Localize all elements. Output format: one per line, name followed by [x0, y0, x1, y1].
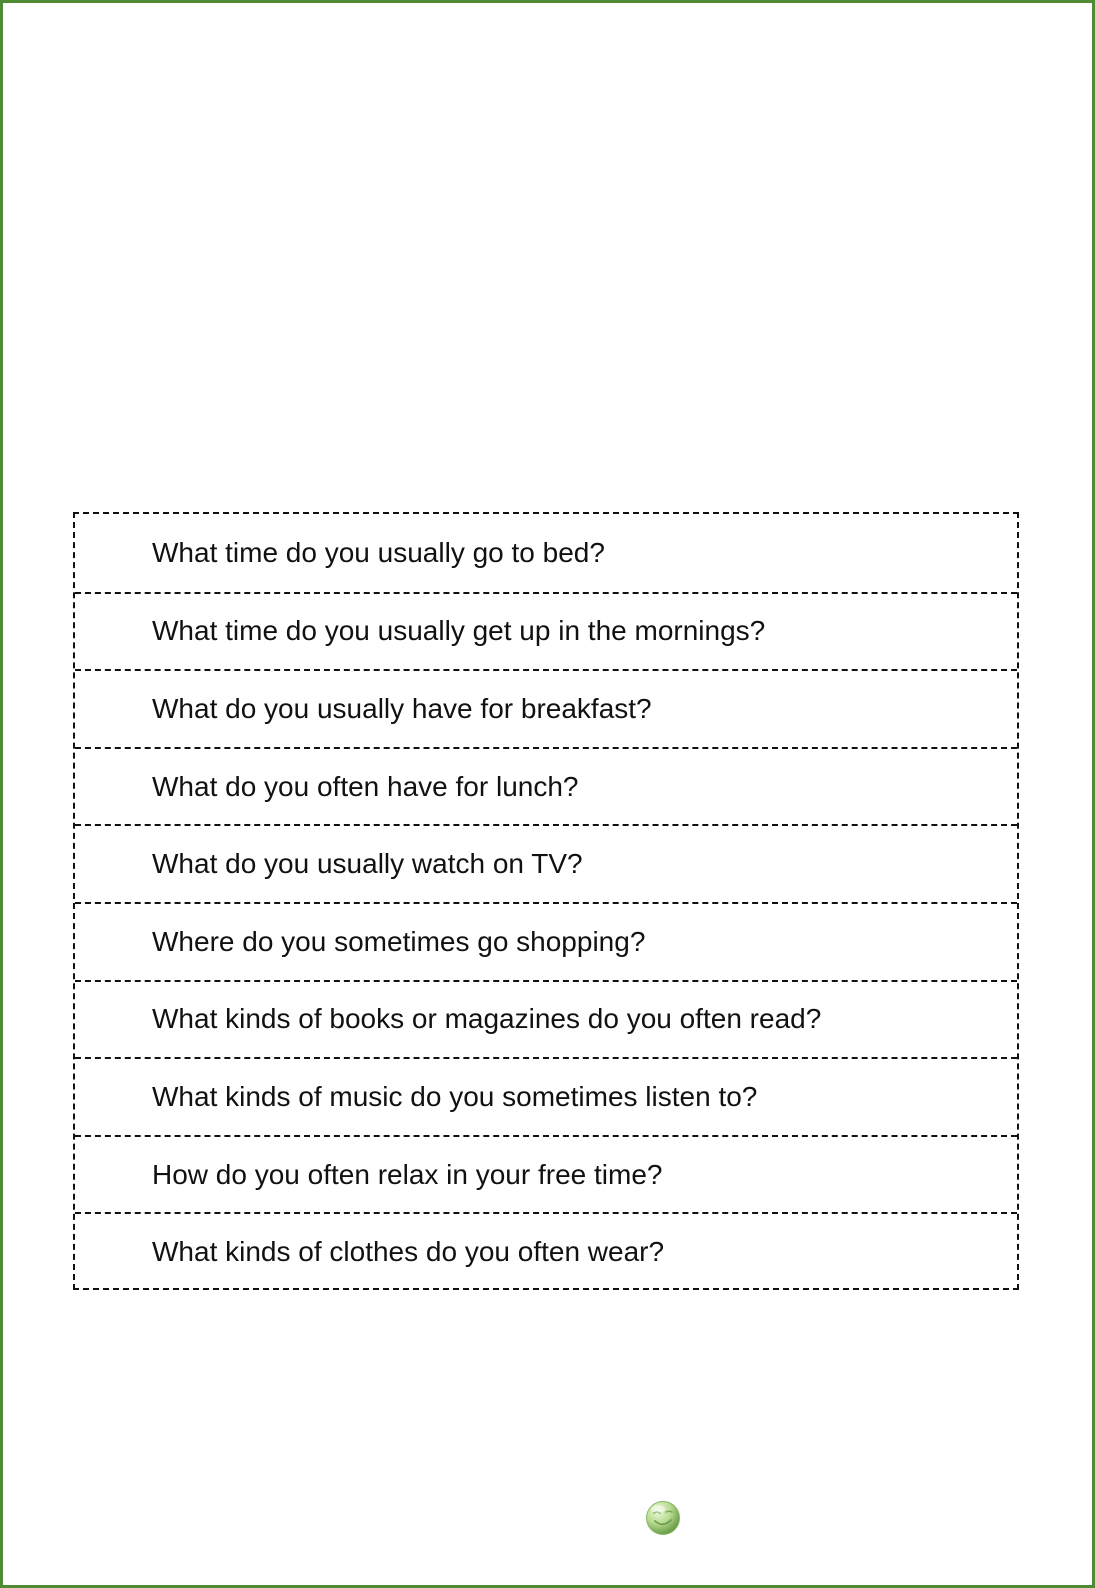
- question-text: How do you often relax in your free time?: [152, 1158, 663, 1190]
- question-text: What kinds of music do you sometimes listen to?: [152, 1080, 758, 1112]
- question-row: [75, 514, 1017, 592]
- question-text: What time do you usually go to bed?: [152, 536, 605, 568]
- question-cutout-table: [73, 512, 1019, 1290]
- question-row: [75, 902, 1017, 980]
- question-text: What do you usually have for breakfast?: [152, 692, 652, 724]
- question-text: What kinds of clothes do you often wear?: [152, 1236, 665, 1268]
- question-row: [75, 669, 1017, 747]
- question-row: [75, 592, 1017, 670]
- question-row: [75, 747, 1017, 825]
- question-row: [75, 1135, 1017, 1213]
- question-row: [75, 824, 1017, 902]
- wink-emoji-icon: [645, 1500, 681, 1536]
- question-text: Where do you sometimes go shopping?: [152, 925, 646, 957]
- question-row: [75, 1057, 1017, 1135]
- question-row: [75, 1212, 1017, 1290]
- question-text: What do you often have for lunch?: [152, 770, 579, 802]
- question-text: What time do you usually get up in the mornings?: [152, 615, 766, 647]
- question-row: [75, 980, 1017, 1058]
- question-text: What kinds of books or magazines do you often read?: [152, 1003, 822, 1035]
- question-text: What do you usually watch on TV?: [152, 848, 583, 880]
